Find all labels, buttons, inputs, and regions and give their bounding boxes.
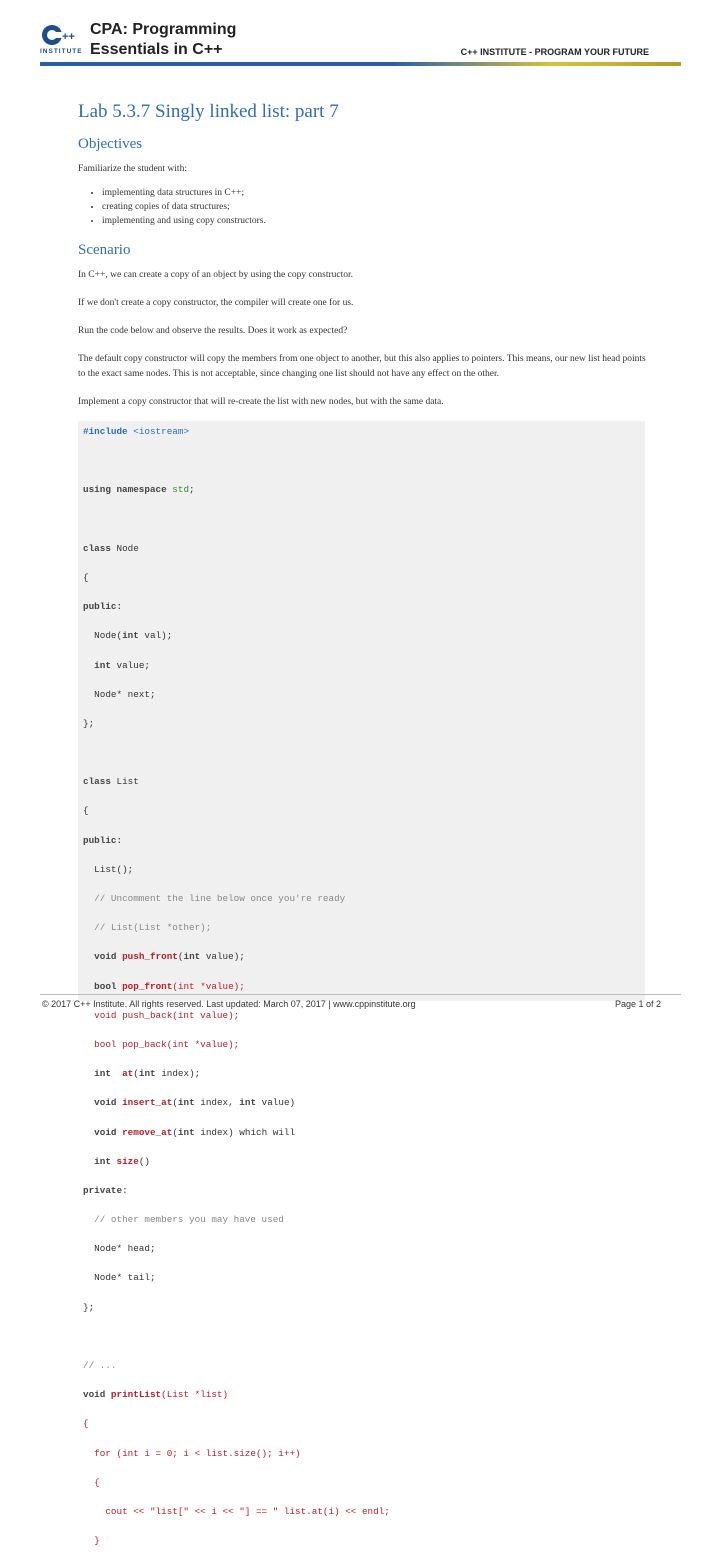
code-line: using namespace std;: [83, 484, 195, 496]
paragraph: In C++, we can create a copy of an object by using the copy constructor.: [78, 270, 354, 280]
code-line: // Uncomment the line below once you're ready: [94, 893, 346, 904]
paragraph: The default copy constructor will copy the members from one object to another, but this also applies to pointers. This means, our new list head points to the exact same nodes. This is not acceptable, since changing one list should not have any effect on the other.: [78, 354, 646, 379]
code-line: void insert_at(int index, int value): [94, 1097, 296, 1109]
list-item: • implementing and using copy constructors.: [102, 214, 648, 228]
code-line: public:: [83, 834, 123, 846]
code-line: {: [83, 1418, 89, 1430]
lab-title: Lab 5.3.7 Singly linked list: part 7: [78, 101, 339, 122]
paragraph: Implement a copy constructor that will re-create the list with new nodes, but with the same data.: [78, 397, 444, 407]
header-divider: [40, 62, 681, 66]
code-line: bool pop_back(int *value);: [94, 1038, 240, 1050]
code-line: };: [83, 717, 95, 729]
code-line: }: [94, 1535, 100, 1547]
code-line: {: [83, 805, 89, 817]
page-footer: [40, 994, 681, 1009]
code-line: {: [83, 571, 89, 583]
document-body: [78, 100, 648, 423]
code-line: Node* head;: [94, 1243, 156, 1255]
objectives-heading: Objectives: [78, 136, 143, 152]
header-tagline: C++ INSTITUTE - PROGRAM YOUR FUTURE: [460, 47, 649, 57]
brand-subtitle: Essentials in C++: [90, 41, 223, 58]
footer-copyright: © 2017 C++ Institute. All rights reserved. Last updated: March 07, 2017 | www.cppinstitute.org: [42, 999, 416, 1009]
code-line: public:: [83, 601, 123, 613]
code-line: cout << "list[" << i << "] == " list.at(i) << endl;: [105, 1505, 390, 1517]
list-item: • implementing data structures in C++;: [102, 186, 648, 200]
code-line: // other members you may have used: [94, 1214, 284, 1226]
svg-text:++: ++: [62, 31, 75, 43]
objectives-list: [78, 186, 648, 228]
paragraph: If we don't create a copy constructor, the compiler will create one for us.: [78, 298, 354, 308]
code-line: #include <iostream>: [83, 426, 190, 437]
code-line: int size(): [94, 1155, 151, 1167]
code-line: // ...: [83, 1360, 117, 1371]
code-line: };: [83, 1301, 95, 1313]
page-number: Page 1 of 2: [614, 999, 661, 1009]
code-line: Node* next;: [94, 688, 156, 700]
code-line: bool pop_front(int *value);: [94, 980, 245, 992]
code-line: for (int i = 0; i < list.size(); i++): [94, 1447, 301, 1459]
brand-title: CPA: Programming: [90, 21, 237, 38]
code-line: Node(int val);: [94, 630, 173, 642]
code-line: class List: [83, 776, 139, 788]
code-line: void remove_at(int index) which will: [94, 1126, 296, 1138]
code-line: {: [94, 1476, 100, 1488]
code-line: int at(int index);: [94, 1068, 201, 1080]
code-line: Node* tail;: [94, 1272, 156, 1284]
code-line: void push_front(int value);: [94, 951, 245, 963]
objectives-intro: Familiarize the student with:: [78, 164, 187, 174]
code-line: void push_back(int value);: [94, 1009, 240, 1021]
scenario-heading: Scenario: [78, 242, 131, 258]
paragraph: Run the code below and observe the results. Does it work as expected?: [78, 326, 348, 336]
page-header: [40, 18, 681, 68]
logo-institute-text: INSTITUTE: [40, 48, 83, 55]
code-line: int value;: [94, 659, 150, 671]
code-line: // List(List *other);: [94, 922, 212, 934]
list-item: • creating copies of data structures;: [102, 200, 648, 214]
code-line: List();: [94, 863, 134, 875]
code-line: private:: [83, 1184, 128, 1196]
code-line: void printList(List *list): [83, 1389, 229, 1401]
code-line: class Node: [83, 542, 139, 554]
